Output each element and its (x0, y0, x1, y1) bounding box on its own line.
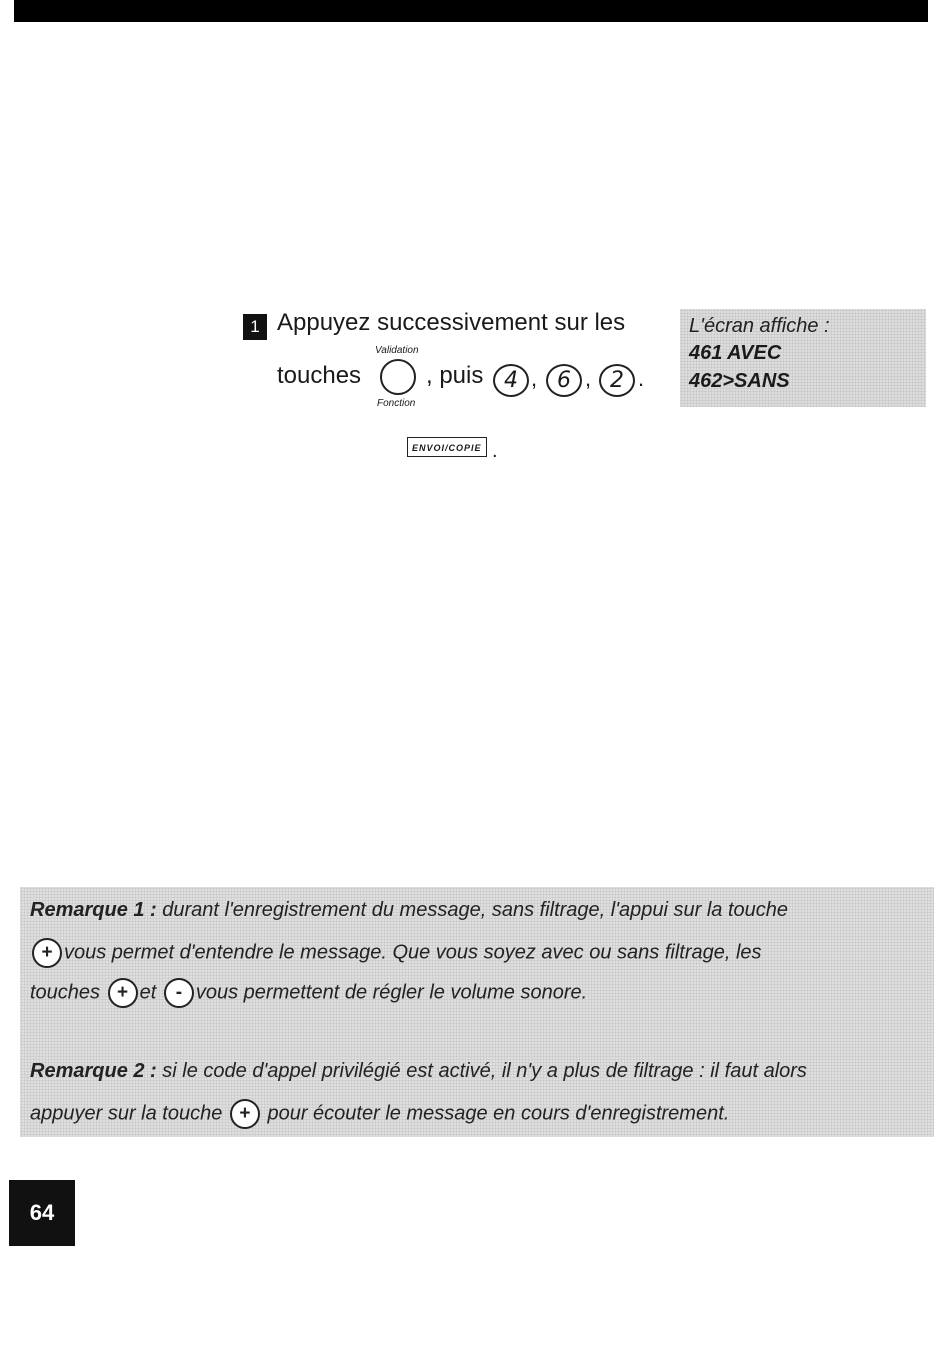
remark-2-line-1 (30, 1060, 807, 1083)
screen-title: L'écran affiche : (689, 315, 830, 337)
step-instruction-line1: Appuyez successivement sur les (277, 309, 626, 336)
remark-2-line-2 (30, 1099, 729, 1129)
puis-text: , puis (426, 362, 484, 389)
plus-key-icon: + (108, 978, 138, 1008)
remark-1-label: Remarque 1 : (30, 899, 157, 921)
remark-1-text: durant l'enregistrement du message, sans filtrage, l'appui sur la touche (156, 899, 789, 921)
plus-key-icon: + (230, 1099, 260, 1129)
step-instruction-prefix: touches (277, 362, 362, 389)
envoi-copie-key-icon: ENVOI/COPIE (407, 437, 487, 457)
remark-2-label: Remarque 2 : (30, 1060, 157, 1082)
remark-1-line-1 (30, 899, 788, 922)
remark-1-text: vous permet d'entendre le message. Que vous soyez avec ou sans filtrage, les (64, 941, 762, 964)
digit-key-icon: 6 (546, 364, 582, 397)
remark-1-line-3 (30, 978, 587, 1008)
screen-line-1: 461 AVEC (689, 342, 782, 364)
separator: , (531, 366, 538, 391)
remark-1-text: et (139, 981, 162, 1004)
step-number: 1 (243, 314, 267, 340)
separator: , (585, 366, 592, 391)
fonction-caption: Fonction (377, 398, 416, 409)
remark-2-text: pour écouter le message en cours d'enregistrement. (261, 1102, 730, 1125)
remark-1-text: vous permettent de régler le volume sonore. (195, 981, 588, 1004)
plus-key-icon: + (32, 938, 62, 968)
minus-key-icon: - (164, 978, 194, 1008)
separator: . (638, 366, 645, 391)
screen-display-panel (680, 309, 926, 407)
remark-2-text: si le code d'appel privilégié est activé, il n'y a plus de filtrage : il faut alors (156, 1060, 807, 1082)
validation-key-icon (380, 359, 416, 395)
screen-line-2: 462>SANS (689, 370, 790, 392)
digit-key-icon: 2 (599, 364, 635, 397)
digit-key-icon: 4 (493, 364, 529, 397)
remark-1-line-2 (30, 938, 762, 968)
validation-caption: Validation (375, 345, 419, 356)
remark-1-text: touches (30, 981, 106, 1004)
envoi-suffix: . (492, 440, 498, 462)
remark-2-text: appuyer sur la touche (30, 1102, 228, 1125)
top-rule (14, 0, 928, 22)
page-number: 64 (9, 1180, 75, 1246)
